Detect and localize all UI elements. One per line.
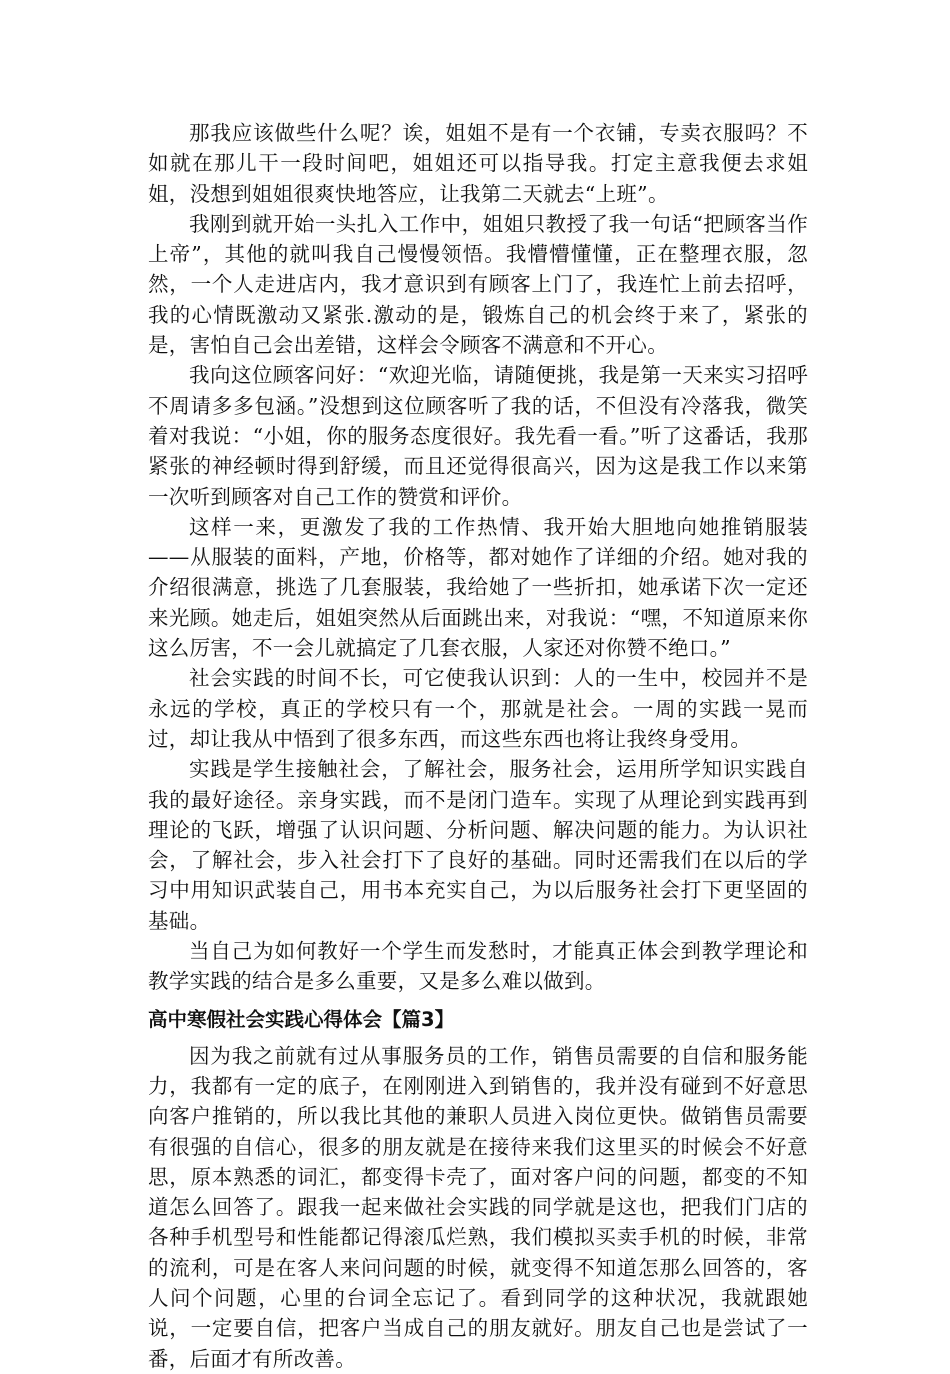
paragraph-7: 当自己为如何教好一个学生而发愁时，才能真正体会到教学理论和教学实践的结合是多么重要，又是多么难以做到。 bbox=[148, 939, 808, 994]
section-heading: 高中寒假社会实践心得体会【篇3】 bbox=[148, 1007, 455, 1031]
paragraph-6: 实践是学生接触社会，了解社会，服务社会，运用所学知识实践自我的最好途径。亲身实践，而不是闭门造车。实现了从理论到实践再到理论的飞跃，增强了认识问题、分析问题、解决问题的能力。为认识社会，了解社会，步入社会打下了良好的基础。同时还需我们在以后的学习中用知识武装自己，用书本充实自己，为以后服务社会打下更坚固的基础。 bbox=[148, 757, 808, 933]
document-page bbox=[148, 118, 808, 1374]
paragraph-1: 那我应该做些什么呢？诶，姐姐不是有一个衣铺，专卖衣服吗？不如就在那儿干一段时间吧，姐姐还可以指导我。打定主意我便去求姐姐，没想到姐姐很爽快地答应，让我第二天就去“上班”。 bbox=[148, 121, 808, 206]
paragraph-4: 这样一来，更激发了我的工作热情、我开始大胆地向她推销服装——从服装的面料，产地，价格等，都对她作了详细的介绍。她对我的介绍很满意，挑选了几套服装，我给她了一些折扣，她承诺下次一定还来光顾。她走后，姐姐突然从后面跳出来，对我说：“嘿，不知道原来你这么厉害，不一会儿就搞定了几套衣服，人家还对你赞不绝口。” bbox=[148, 514, 808, 661]
paragraph-3: 我向这位顾客问好：“欢迎光临，请随便挑，我是第一天来实习招呼不周请多多包涵。”没想到这位顾客听了我的话，不但没有冷落我，微笑着对我说：“小姐，你的服务态度很好。我先看一看。”听了这番话，我那紧张的神经顿时得到舒缓，而且还觉得很高兴，因为这是我工作以来第一次听到顾客对自己工作的赞赏和评价。 bbox=[148, 363, 808, 509]
paragraph-5: 社会实践的时间不长，可它使我认识到：人的一生中，校园并不是永远的学校，真正的学校只有一个，那就是社会。一周的实践一晃而过，却让我从中悟到了很多东西，而这些东西也将让我终身受用。 bbox=[148, 666, 808, 751]
paragraph-8: 因为我之前就有过从事服务员的工作，销售员需要的自信和服务能力，我都有一定的底子，在刚刚进入到销售的，我并没有碰到不好意思向客户推销的，所以我比其他的兼职人员进入岗位更快。做销售员需要有很强的自信心，很多的朋友就是在接待来我们这里买的时候会不好意思，原本熟悉的词汇，都变得卡壳了，面对客户问的问题，都变的不知道怎么回答了。跟我一起来做社会实践的同学就是这也，把我们门店的各种手机型号和性能都记得滚瓜烂熟，我们模拟买卖手机的时候，非常的流利，可是在客人来问问题的时候，就变得不知道怎那么回答的，客人问个问题，心里的台词全忘记了。看到同学的这种状况，我就跟她说，一定要自信，把客户当成自己的朋友就好。朋友自己也是尝试了一番，后面才有所改善。 bbox=[148, 1043, 808, 1371]
paragraph-2-part-1 bbox=[148, 209, 808, 360]
paragraph-2-text: 我刚到就开始一头扎入工作中，姐姐只教授了我一句话“把顾客当作上帝”，其他的就叫我自己慢慢领悟。我懵懵懂懂，正在整理衣服，忽然，一个人走进店内，我才意识到有顾客上门了，我连忙上前去招呼，我的心情既激动又紧张.激动的是，锻炼自己的机会终于来了，紧张的是，害怕自己会出差错，这样会令顾客不满意和不开心。 bbox=[148, 211, 808, 358]
